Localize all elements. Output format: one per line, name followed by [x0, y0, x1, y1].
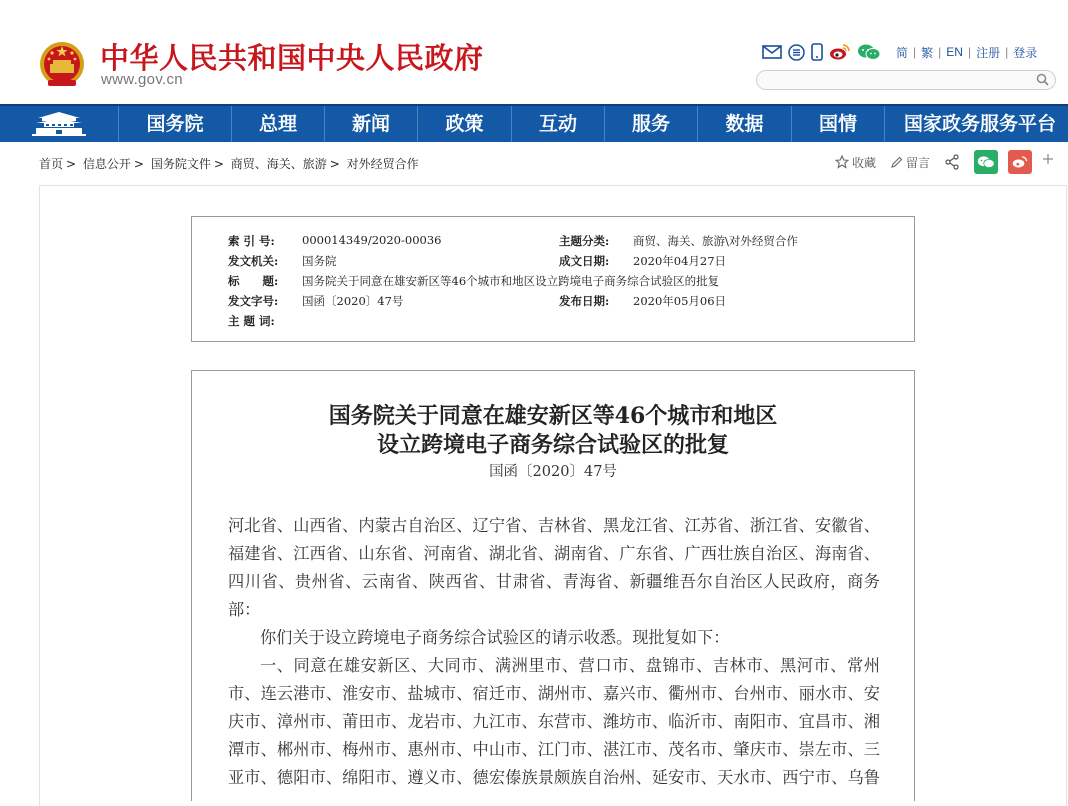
share-wechat-button[interactable] [974, 150, 998, 174]
breadcrumb-separator: > [213, 157, 224, 171]
main-nav [0, 104, 1068, 142]
nav-item-premier[interactable]: 总理 [232, 106, 325, 142]
issuer-label: 发文机关: [228, 254, 279, 268]
document-text [228, 512, 880, 792]
topic-value: 商贸、海关、旅游\对外经贸合作 [633, 234, 798, 248]
top-toolbar [762, 42, 1042, 62]
nav-home-button[interactable] [0, 106, 119, 142]
site-title[interactable]: 中华人民共和国中央人民政府 [100, 41, 484, 75]
tiananmen-icon [0, 106, 118, 142]
mail-icon[interactable] [762, 45, 782, 59]
breadcrumb-trade-customs-tourism[interactable]: 商贸、海关、旅游 [230, 157, 327, 171]
favorite-button[interactable] [835, 154, 876, 171]
english-link[interactable]: EN [946, 45, 963, 59]
nav-item-state-council[interactable]: 国务院 [119, 106, 232, 142]
search-box [756, 70, 1056, 90]
keywords-label: 主 题 词: [228, 314, 275, 328]
publish-date-label: 发布日期: [559, 294, 610, 308]
item1-line: 一、同意在雄安新区、大同市、满洲里市、营口市、盘锦市、吉林市、黑河市、常州 [260, 656, 880, 675]
document-title-line1: 国务院关于同意在雄安新区等46个城市和地区 [328, 403, 778, 429]
recipients-line: 河北省、山西省、内蒙古自治区、辽宁省、吉林省、黑龙江省、江苏省、浙江省、安徽省、 [228, 516, 880, 535]
wechat-icon [977, 155, 995, 169]
written-date-value: 2020年04月27日 [633, 254, 727, 268]
breadcrumb-home[interactable]: 首页 [39, 157, 64, 171]
wechat-icon[interactable] [857, 43, 881, 61]
document-metadata-table [191, 216, 915, 342]
issuer-value: 国务院 [302, 254, 337, 268]
comment-button[interactable] [890, 154, 930, 171]
breadcrumb-separator: > [66, 157, 77, 171]
breadcrumb-separator: > [133, 157, 144, 171]
nav-item-data[interactable]: 数据 [698, 106, 792, 142]
nav-items [119, 106, 1068, 142]
item1-line: 庆市、漳州市、莆田市、龙岩市、九江市、东营市、潍坊市、临沂市、南阳市、宜昌市、湘 [228, 712, 880, 731]
index-label: 索 引 号: [228, 234, 275, 248]
login-link[interactable]: 登录 [1013, 45, 1038, 60]
item1-line: 市、连云港市、淮安市、盐城市、宿迁市、湖州市、嘉兴市、衢州市、台州市、丽水市、安 [228, 684, 880, 703]
share-weibo-button[interactable] [1008, 150, 1032, 174]
link-separator: | [967, 45, 972, 59]
recipients-line: 部： [228, 600, 261, 619]
nav-item-news[interactable]: 新闻 [325, 106, 418, 142]
link-separator: | [1005, 45, 1009, 59]
nav-item-gov-service-platform[interactable]: 国家政务服务平台 [903, 113, 1056, 135]
breadcrumb-separator: > [329, 157, 340, 171]
plus-icon[interactable] [1042, 153, 1054, 165]
title-label: 标 题: [228, 274, 279, 288]
weibo-icon[interactable] [829, 43, 851, 61]
topic-label: 主题分类: [559, 234, 610, 248]
traditional-chinese-link[interactable]: 繁 [921, 45, 934, 60]
comment-label: 留言 [906, 155, 931, 170]
weibo-icon [1012, 155, 1028, 169]
nav-item-services[interactable]: 服务 [605, 106, 698, 142]
article-tools [835, 150, 1054, 174]
nav-item-national-conditions[interactable]: 国情 [792, 106, 885, 142]
breadcrumb-foreign-trade[interactable]: 对外经贸合作 [346, 157, 419, 171]
search-input[interactable] [765, 74, 1039, 92]
doc-number-value: 国函〔2020〕47号 [302, 294, 404, 308]
recipients-line: 福建省、江西省、山东省、河南省、湖北省、湖南省、广东省、广西壮族自治区、海南省、 [228, 544, 880, 563]
site-domain: www.gov.cn [101, 71, 183, 88]
written-date-label: 成文日期: [559, 254, 610, 268]
doc-number-label: 发文字号: [228, 294, 279, 308]
breadcrumb-info-disclosure[interactable]: 信息公开 [82, 157, 131, 171]
index-value: 000014349/2020-00036 [302, 233, 442, 247]
simplified-chinese-link[interactable]: 简 [896, 45, 909, 60]
link-separator: | [938, 45, 942, 59]
register-link[interactable]: 注册 [976, 45, 1001, 60]
mobile-icon[interactable] [811, 43, 823, 61]
title-value: 国务院关于同意在雄安新区等46个城市和地区设立跨境电子商务综合试验区的批复 [302, 274, 720, 288]
document-body-box [191, 370, 915, 801]
document-title-line2: 设立跨境电子商务综合试验区的批复 [376, 432, 729, 458]
link-separator: | [913, 45, 917, 59]
item1-line: 亚市、德阳市、绵阳市、遵义市、德宏傣族景颇族自治州、延安市、天水市、西宁市、乌鲁 [228, 768, 880, 787]
pencil-icon [890, 156, 903, 169]
item1-line: 潭市、郴州市、梅州市、惠州市、中山市、江门市、湛江市、茂名市、肇庆市、崇左市、三 [228, 740, 880, 759]
intro-paragraph: 你们关于设立跨境电子商务综合试验区的请示收悉。现批复如下： [260, 628, 730, 647]
recipients-line: 四川省、贵州省、云南省、陕西省、甘肃省、青海省、新疆维吾尔自治区人民政府，商务 [228, 572, 880, 591]
nav-item-policy[interactable]: 政策 [418, 106, 512, 142]
breadcrumb [39, 155, 422, 172]
star-icon [835, 155, 849, 169]
share-icon[interactable] [944, 154, 960, 170]
breadcrumb-state-council-docs[interactable]: 国务院文件 [150, 157, 211, 171]
rss-icon[interactable] [788, 44, 805, 61]
favorite-label: 收藏 [852, 155, 877, 170]
site-header [0, 0, 1068, 104]
document-number: 国函〔2020〕47号 [489, 464, 617, 480]
national-emblem-icon[interactable] [38, 40, 86, 90]
nav-item-interaction[interactable]: 互动 [512, 106, 605, 142]
language-links [891, 44, 1042, 61]
search-icon[interactable] [1036, 73, 1049, 86]
publish-date-value: 2020年05月06日 [633, 294, 727, 308]
